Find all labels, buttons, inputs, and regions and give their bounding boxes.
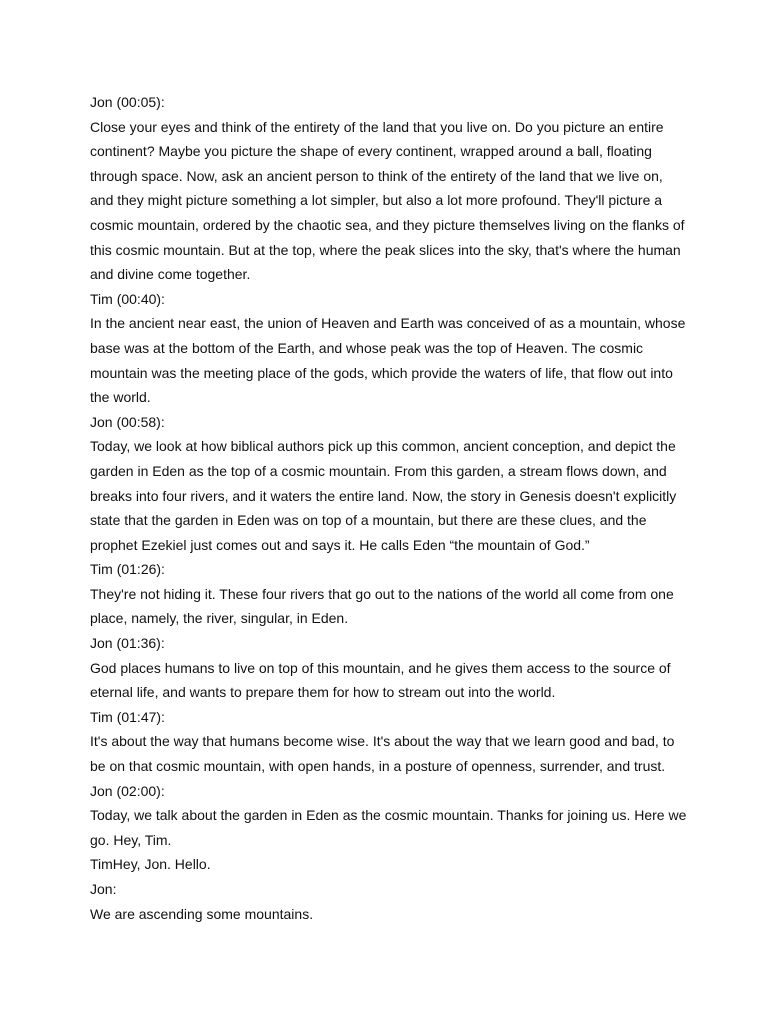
transcript-page [90,90,690,926]
transcript-paragraph: We are ascending some mountains. [90,905,314,922]
transcript-paragraph: TimHey, Jon. Hello. [90,856,211,873]
transcript-paragraph: God places humans to live on top of this mountain, and he gives them access to the source of eternal life, and wants to prepare them for how to stream out into the world. [90,659,671,701]
speaker-label: Jon (00:58): [90,413,165,430]
speaker-label: Jon: [90,881,117,897]
transcript-paragraph: It's about the way that humans become wise. It's about the way that we learn good and bad, to be on that cosmic mountain, with open hands, in a posture of openness, surrender, and trust. [90,733,675,775]
speaker-label: Jon (00:05): [90,94,165,110]
speaker-label: Jon (02:00): [90,782,165,799]
transcript-paragraph: Today, we talk about the garden in Eden as the cosmic mountain. Thanks for joining us. Here we go. Hey, Tim. [90,807,687,848]
transcript-paragraph: In the ancient near east, the union of Heaven and Earth was conceived of as a mountain, whose base was at the bottom of the Earth, and whose peak was the top of Heaven. The cosmic mountain was the meeting place of the gods, which provide the waters of life, that flow out into the world. [90,315,686,406]
speaker-label: Jon (01:36): [90,635,165,652]
speaker-label: Tim (01:47): [90,708,165,725]
speaker-label: Tim (01:26): [90,561,165,578]
transcript-paragraph: Today, we look at how biblical authors pick up this common, ancient conception, and depict the garden in Eden as the top of a cosmic mountain. From this garden, a stream flows down, and breaks into four rivers, and it waters the entire land. Now, the story in Genesis doesn't explicitly state that the garden in Eden was on top of a mountain, but there are these clues, and the prophet Ezekiel just comes out and says it. He calls Eden “the mountain of God.” [90,438,677,553]
speaker-label: Tim (00:40): [90,290,165,307]
transcript-paragraph: Close your eyes and think of the entirety of the land that you live on. Do you picture an entire continent? Maybe you picture the shape of every continent, wrapped around a ball, floating through space. Now, ask an ancient person to think of the entirety of the land that we live on, and they might picture something a lot simpler, but also a lot more profound. They'll picture a cosmic mountain, ordered by the chaotic sea, and they picture themselves living on the flanks of this cosmic mountain. But at the top, where the peak slices into the sky, that's where the human and divine come together. [90,118,685,283]
transcript-paragraph: They're not hiding it. These four rivers that go out to the nations of the world all come from one place, namely, the river, singular, in Eden. [90,585,674,627]
